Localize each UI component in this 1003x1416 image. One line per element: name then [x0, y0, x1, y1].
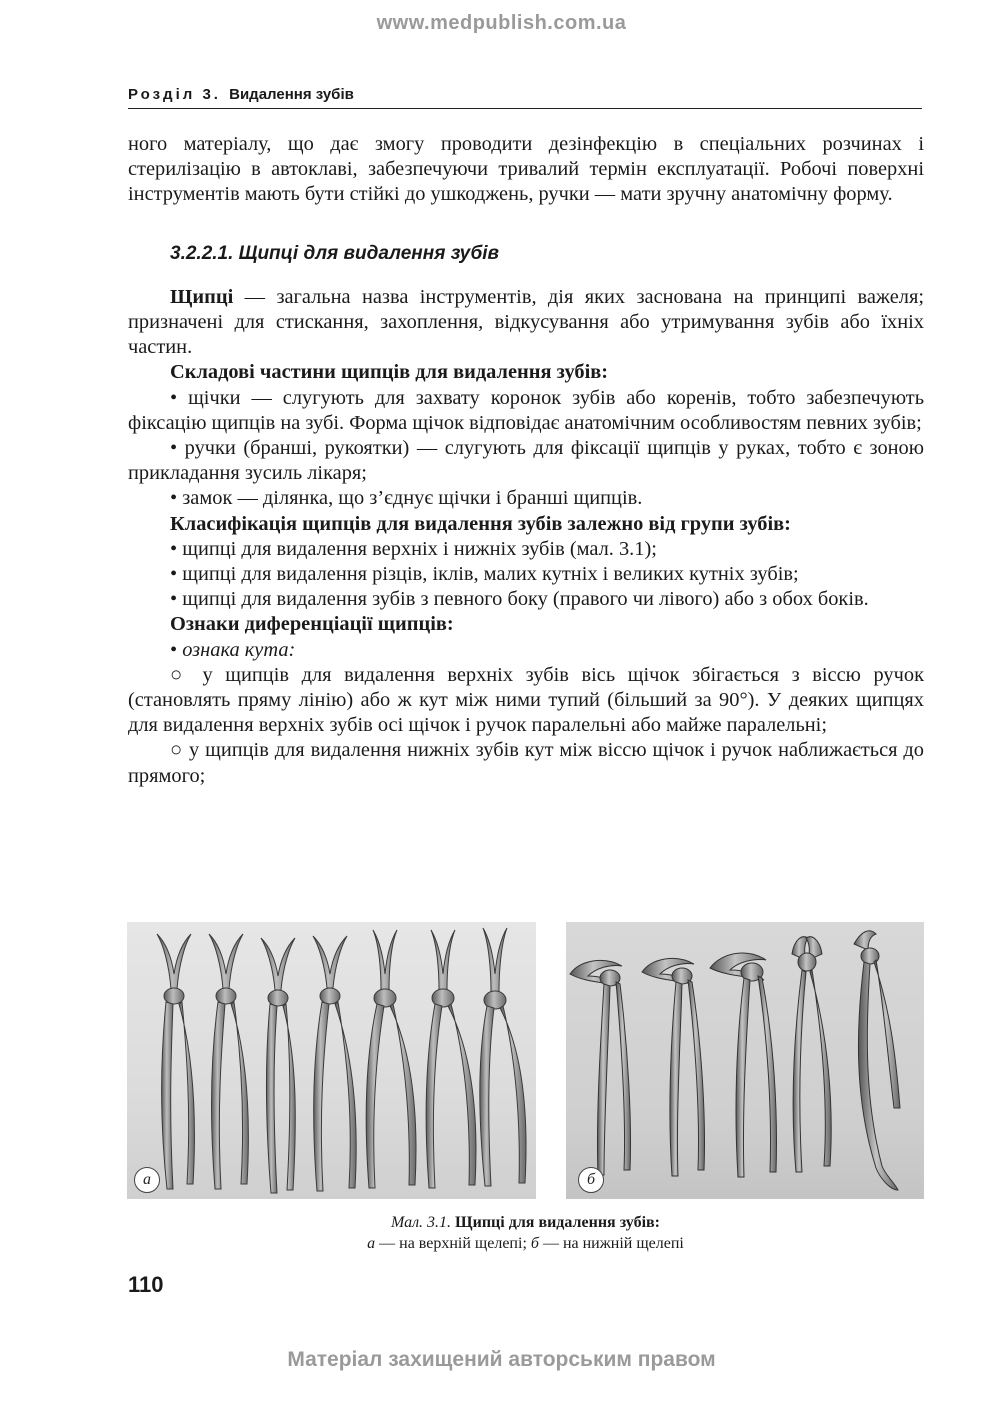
list-item: • ручки (бранші, рукоятки) — слугують для фіксації щипців у руках, тобто є зоною прикладання зусиль лікаря;	[128, 437, 924, 485]
caption-title: Щипці для видалення зубів:	[451, 1214, 661, 1231]
caption-line-2	[127, 1233, 924, 1254]
list-item: • щічки — слугують для захвату коронок зубів або коренів, тобто забезпечують фіксацію щипців на зубі. Форма щічок відповідає анатомічним особливостям певних зубів;	[128, 386, 924, 434]
list-item	[128, 638, 924, 663]
caption-b-letter: б	[530, 1235, 539, 1252]
caption-number: Мал. 3.1.	[390, 1214, 452, 1231]
parts-heading	[128, 360, 924, 385]
forceps-lower-illustration	[566, 922, 924, 1199]
list-item: • щипці для видалення зубів з певного боку (правого чи лівого) або з обох боків.	[170, 588, 869, 611]
list-item: • щипці для видалення різців, іклів, малих кутніх і великих кутніх зубів;	[170, 563, 799, 586]
body-text	[128, 132, 924, 789]
copyright-notice: Матеріал захищений авторським правом	[287, 1348, 716, 1371]
differentiation-heading	[128, 612, 924, 637]
parts-heading-text: Складові частини щипців для видалення зубів:	[170, 361, 609, 384]
section-label: Розділ 3.	[128, 86, 221, 103]
caption-line-1	[127, 1212, 924, 1233]
site-url: www.medpublish.com.ua	[376, 12, 627, 34]
sub-list-item: ○ у щипців для видалення нижніх зубів кут між віссю щічок і ручок наближається до прямого;	[128, 739, 924, 787]
chapter-title: Видалення зубів	[229, 86, 354, 103]
caption-b-text: — на нижній щелепі	[538, 1235, 684, 1252]
bullet: •	[170, 638, 183, 661]
forceps-photo-upper	[127, 922, 536, 1199]
running-header	[128, 84, 922, 109]
classification-heading-text: Класифікація щипців для видалення зубів залежно від групи зубів:	[170, 512, 791, 535]
list-item: • щипці для видалення верхніх і нижніх зубів (мал. 3.1);	[170, 537, 657, 560]
list-item: • замок — ділянка, що з’єднує щічки і бранші щипців.	[170, 487, 643, 510]
forceps-photo-lower	[566, 922, 924, 1199]
page-number: 110	[128, 1272, 164, 1297]
forceps-upper-illustration	[127, 922, 536, 1199]
differentiation-heading-text: Ознаки диференціації щипців:	[170, 613, 454, 636]
sub-list-item: ○ у щипців для видалення верхніх зубів вісь щічок збігається з віссю ручок (становлять пряму лінію) або ж кут між ними тупий (більший за 90°). У деяких щипцях для видалення верхніх зубів осі щічок і ручок паралельні або майже паралельні;	[128, 663, 924, 737]
intro-paragraph: ного матеріалу, що дає змогу проводити дезінфекцію в спеціальних розчинах і стерилізацію в автоклаві, забезпечуючи тривалий термін експлуатації. Робочі поверхні інструментів мають бути стійкі до ушкоджень, ручки — мати зручну анатомічну форму.	[128, 133, 924, 206]
figure-caption	[127, 1212, 924, 1254]
photo-label-b: б	[578, 1167, 604, 1193]
subsection-heading: 3.2.2.1. Щипці для видалення зубів	[170, 242, 499, 264]
caption-a-text: — на верхній щелепі;	[375, 1235, 531, 1252]
angle-sign-label: ознака кута:	[182, 638, 296, 661]
classification-heading	[128, 512, 924, 537]
caption-a-letter: а	[367, 1235, 376, 1252]
photo-label-a: а	[134, 1167, 160, 1193]
definition-paragraph	[128, 285, 924, 361]
definition-text: — загальна назва інструментів, дія яких заснована на принципі важеля; призначені для стискання, захоплення, відкусування або утримування зубів або їхніх частин.	[128, 285, 924, 359]
definition-term: Щипці	[170, 285, 234, 308]
